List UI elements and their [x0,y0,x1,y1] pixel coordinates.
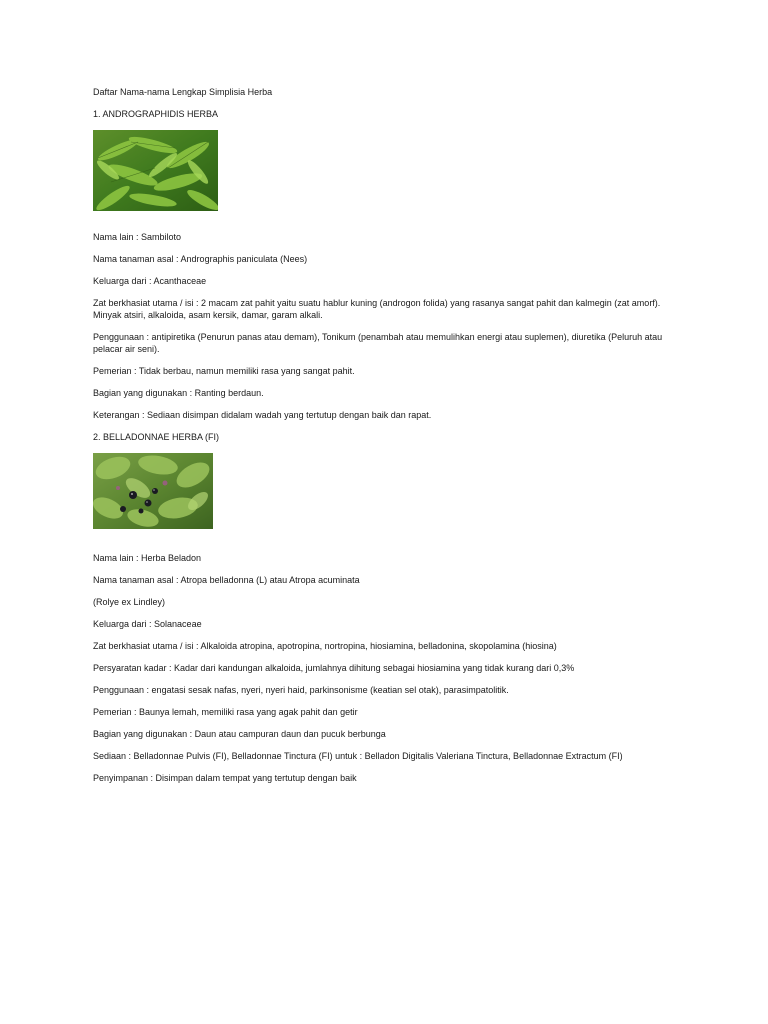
belladonnae-pemerian: Pemerian : Baunya lemah, memiliki rasa yang agak pahit dan getir [93,707,358,717]
belladonnae-persyaratan-kadar: Persyaratan kadar : Kadar dari kandungan alkaloida, jumlahnya dihitung sebagai hiosiamina yang tidak kurang dari 0,3% [93,663,575,673]
andrographidis-bagian: Bagian yang digunakan : Ranting berdaun. [93,388,264,398]
andrographidis-keterangan: Keterangan : Sediaan disimpan didalam wadah yang tertutup dengan baik dan rapat. [93,410,432,420]
belladonnae-sediaan: Sediaan : Belladonnae Pulvis (FI), Belladonnae Tinctura (FI) untuk : Belladon Digitalis Valeriana Tinctura, Belladonnae Extractum (FI) [93,751,623,761]
belladonna-plant-photo [93,453,213,529]
andrographidis-keluarga: Keluarga dari : Acanthaceae [93,276,207,286]
belladonnae-penggunaan: Penggunaan : engatasi sesak nafas, nyeri, nyeri haid, parkinsonisme (keatian sel otak), parasimpatolitik. [93,685,509,695]
andrographidis-nama-tanaman: Nama tanaman asal : Andrographis paniculata (Nees) [93,254,308,264]
andrographidis-nama-lain: Nama lain : Sambiloto [93,232,182,242]
belladonnae-nama-tanaman: Nama tanaman asal : Atropa belladonna (L) atau Atropa acuminata [93,575,360,585]
belladonnae-nama-lain: Nama lain : Herba Beladon [93,553,202,563]
section-heading-belladonnae: 2. BELLADONNAE HERBA (FI) [93,432,220,442]
belladonnae-penyimpanan: Penyimpanan : Disimpan dalam tempat yang tertutup dengan baik [93,773,357,783]
andrographidis-zat-berkhasiat: Zat berkhasiat utama / isi : 2 macam zat pahit yaitu suatu hablur kuning (androgon folida) yang rasanya sangat pahit dan kalmegin (zat amorf). Minyak atsiri, alkaloida, asam kersik, damar, garam alkali. [93,298,661,320]
andrographis-leaves-photo [93,130,218,211]
belladonnae-nama-tanaman-author: (Rolye ex Lindley) [93,597,166,607]
belladonnae-zat-berkhasiat: Zat berkhasiat utama / isi : Alkaloida atropina, apotropina, nortropina, hiosiamina, belladonina, skopolamina (hiosina) [93,641,557,651]
document-page [93,86,683,794]
document-title: Daftar Nama-nama Lengkap Simplisia Herba [93,87,273,97]
belladonnae-keluarga: Keluarga dari : Solanaceae [93,619,202,629]
andrographidis-penggunaan: Penggunaan : antipiretika (Penurun panas atau demam), Tonikum (penambah atau memulihkan energi atau suplemen), diuretika (Peluruh atau pelacar air seni). [93,332,663,354]
section-heading-andrographidis: 1. ANDROGRAPHIDIS HERBA [93,109,219,119]
belladonnae-bagian: Bagian yang digunakan : Daun atau campuran daun dan pucuk berbunga [93,729,386,739]
andrographidis-pemerian: Pemerian : Tidak berbau, namun memiliki rasa yang sangat pahit. [93,366,355,376]
